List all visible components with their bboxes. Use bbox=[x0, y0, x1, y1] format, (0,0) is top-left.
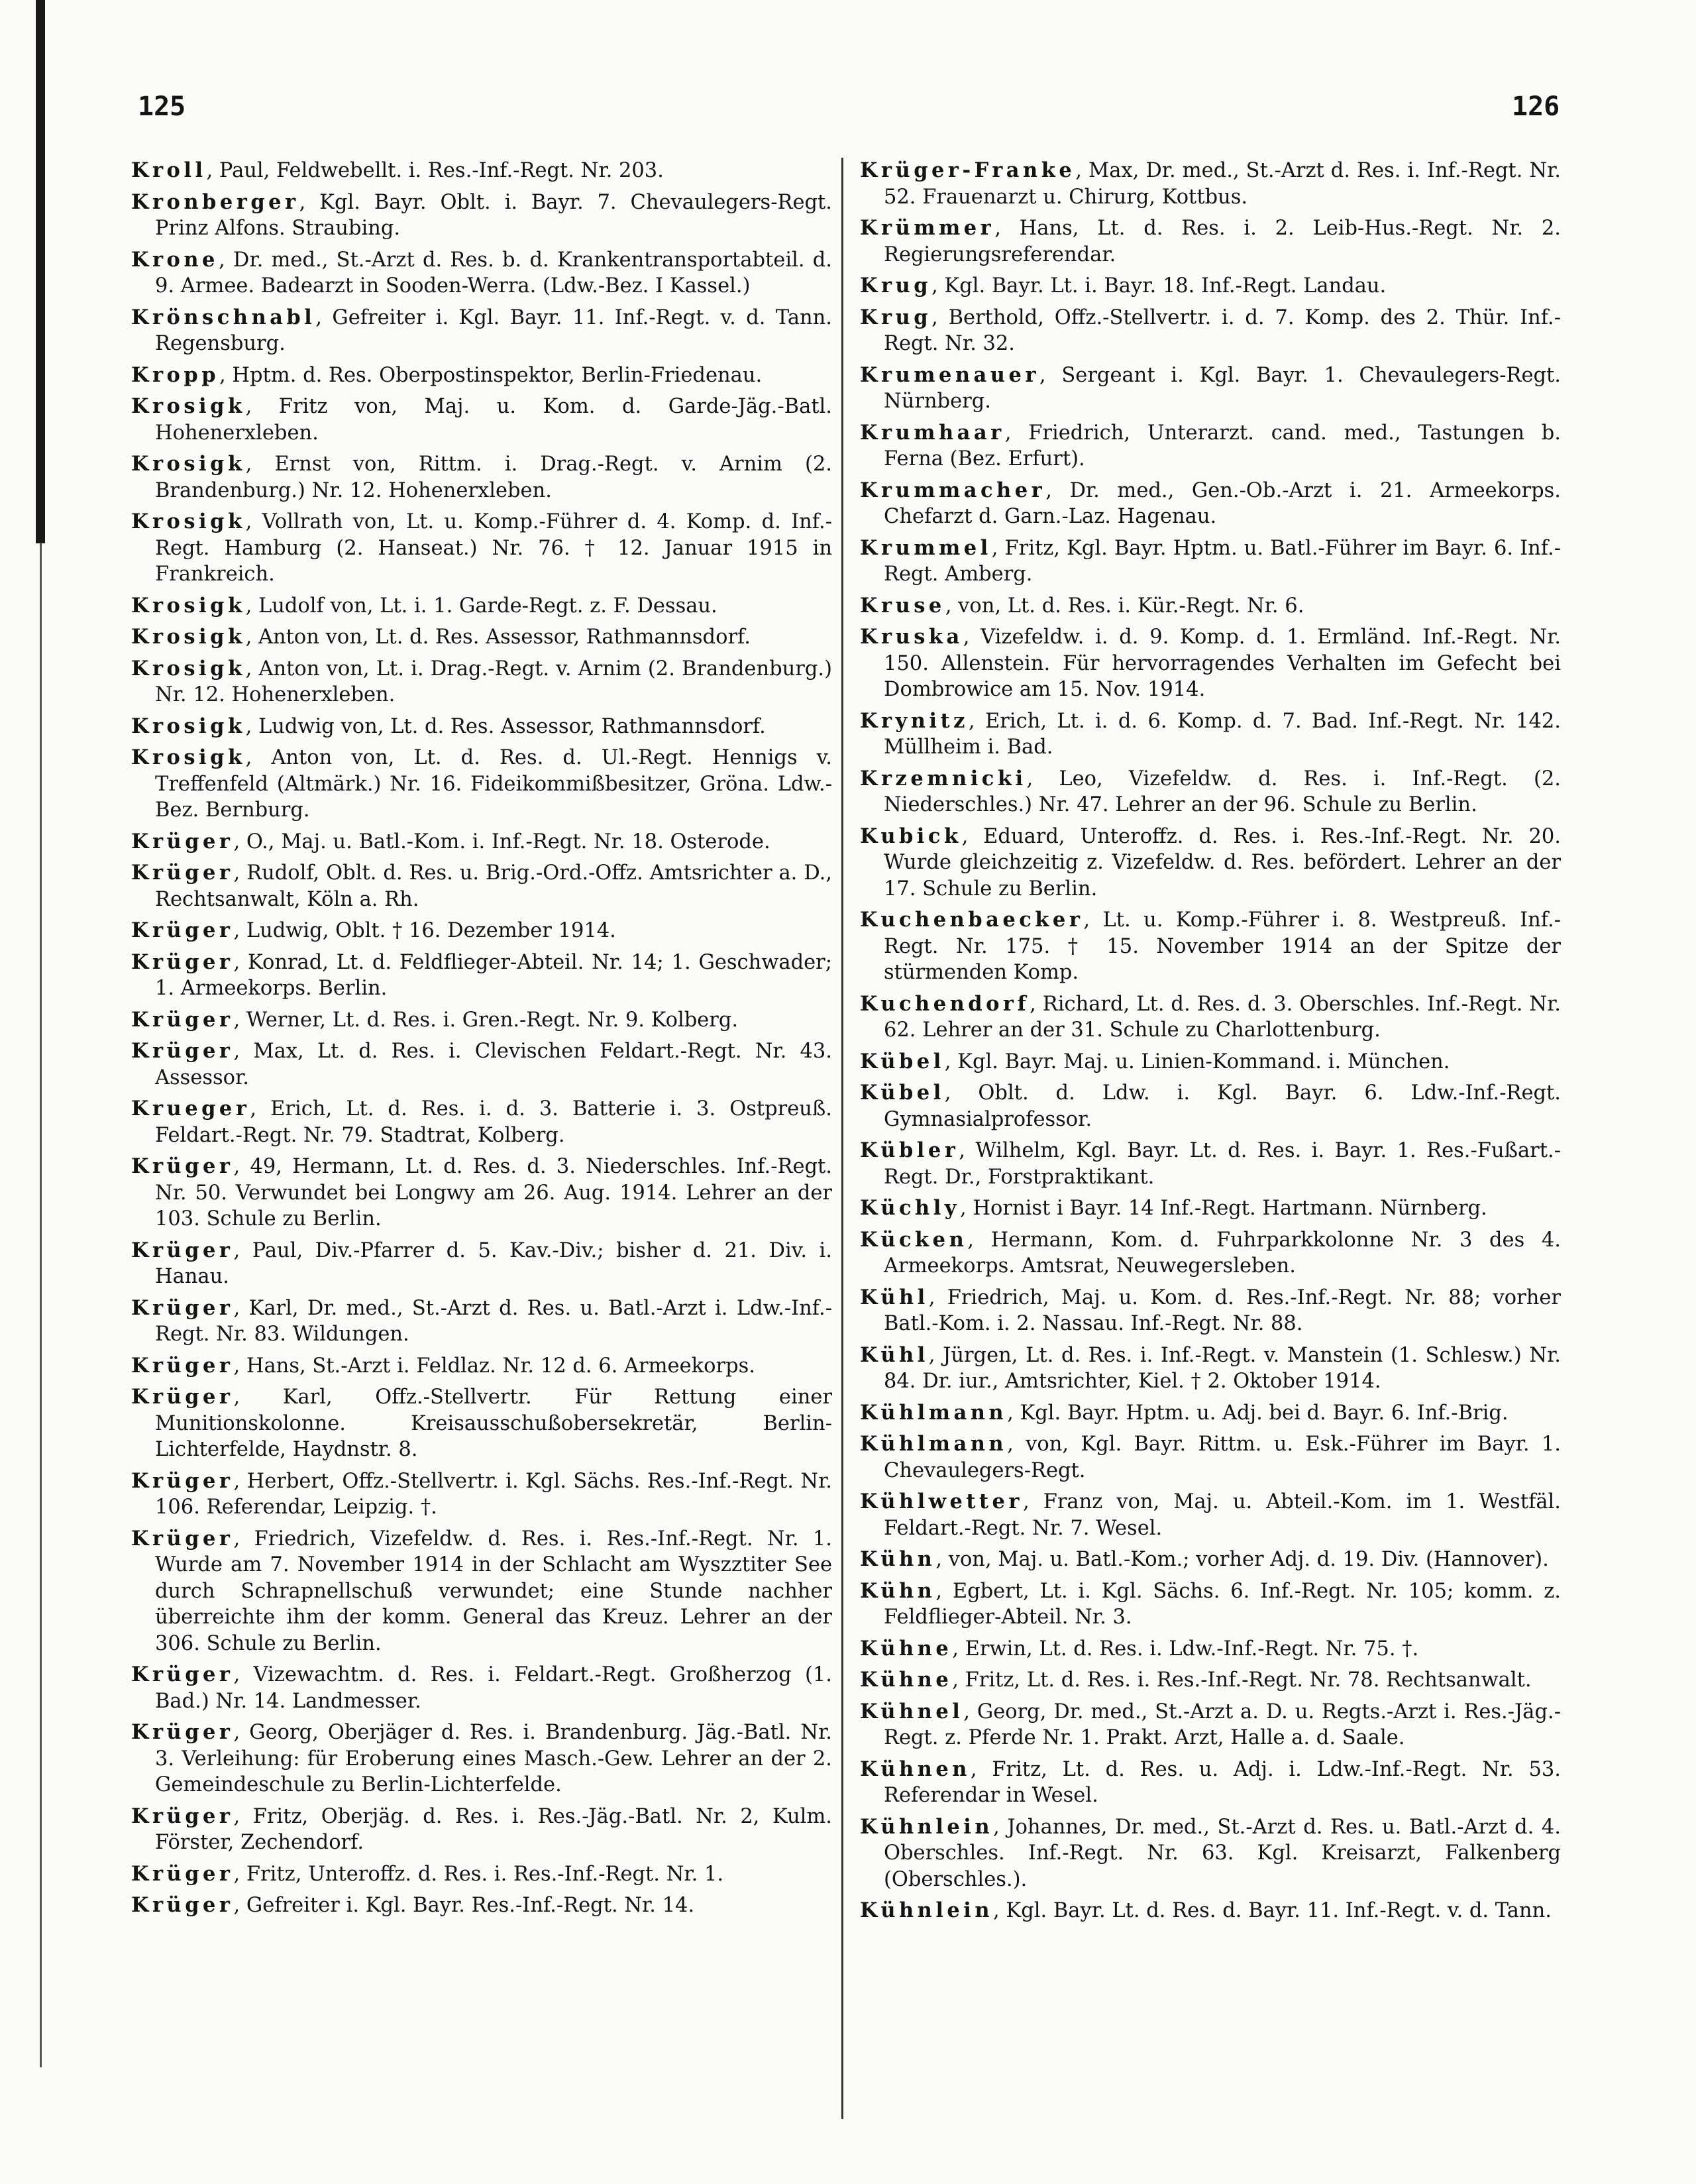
directory-entry bbox=[860, 1578, 1561, 1631]
entry-surname: Krug bbox=[860, 274, 932, 298]
directory-entry bbox=[131, 1238, 832, 1290]
entry-details: , Fritz, Oberjäg. d. Res. i. Res.-Jäg.-Batl. Nr. 2, Kulm. Förster, Zechendorf. bbox=[155, 1804, 832, 1854]
entry-details: , Ludolf von, Lt. i. 1. Garde-Regt. z. F. Dessau. bbox=[245, 594, 717, 618]
directory-entry bbox=[860, 1431, 1561, 1484]
directory-entry bbox=[860, 1285, 1561, 1337]
entry-details: , Hans, St.-Arzt i. Feldlaz. Nr. 12 d. 6. Armeekorps. bbox=[233, 1354, 755, 1378]
directory-entry bbox=[860, 1227, 1561, 1280]
directory-entry bbox=[131, 1720, 832, 1798]
right-column bbox=[860, 158, 1561, 2129]
directory-entry bbox=[860, 1342, 1561, 1395]
entry-surname: Krüger bbox=[131, 1861, 234, 1886]
entry-details: , Friedrich, Vizefeldw. d. Res. i. Res.-Inf.-Regt. Nr. 1. Wurde am 7. November 1914 in der Schlacht am Wyszztiter See durch Schrapnellschuß verwundet; eine Stunde nachher überreichte ihm der komm. General das Kreuz. Lehrer an der 306. Schule zu Berlin. bbox=[155, 1527, 832, 1655]
entry-details: , Egbert, Lt. i. Kgl. Sächs. 6. Inf.-Regt. Nr. 105; komm. z. Feldflieger-Abteil. Nr. 3. bbox=[884, 1579, 1561, 1629]
entry-details: , Fritz, Kgl. Bayr. Hptm. u. Batl.-Führer im Bayr. 6. Inf.-Regt. Amberg. bbox=[884, 536, 1561, 586]
entry-surname: Krüger bbox=[131, 1238, 234, 1262]
directory-entry bbox=[860, 1636, 1561, 1663]
entry-details: , Kgl. Bayr. Lt. d. Res. d. Bayr. 11. Inf.-Regt. v. d. Tann. bbox=[993, 1899, 1552, 1922]
entry-surname: Krönschnabl bbox=[131, 305, 316, 329]
directory-entry bbox=[860, 1757, 1561, 1809]
directory-entry bbox=[131, 509, 832, 588]
entry-details: , Vizefeldw. i. d. 9. Komp. d. 1. Ermländ. Inf.-Regt. Nr. 150. Allenstein. Für hervorragendes Verhalten im Gefecht bei Dombrowice am 15. Nov. 1914. bbox=[884, 626, 1561, 701]
entry-details: , Gefreiter i. Kgl. Bayr. Res.-Inf.-Regt. Nr. 14. bbox=[233, 1894, 695, 1917]
directory-entry bbox=[860, 907, 1561, 986]
directory-entry bbox=[860, 478, 1561, 530]
entry-surname: Kroll bbox=[131, 158, 207, 182]
entry-surname: Kuchendorf bbox=[860, 991, 1030, 1016]
directory-entry bbox=[131, 1526, 832, 1657]
directory-entry bbox=[860, 1489, 1561, 1541]
directory-entry bbox=[860, 1400, 1561, 1427]
directory-entry bbox=[860, 420, 1561, 472]
entry-surname: Kühnlein bbox=[860, 1898, 994, 1922]
entry-details: , Georg, Dr. med., St.-Arzt a. D. u. Regts.-Arzt i. Res.-Jäg.-Regt. z. Pferde Nr. 1. Prakt. Arzt, Halle a. d. Saale. bbox=[884, 1700, 1561, 1749]
entry-surname: Krummacher bbox=[860, 478, 1046, 502]
entry-surname: Krüger bbox=[131, 1720, 234, 1744]
entry-surname: Kronberger bbox=[131, 190, 299, 214]
entry-details: , Leo, Vizefeldw. d. Res. i. Inf.-Regt. (2. Niederschles.) Nr. 47. Lehrer an der 96. Schule zu Berlin. bbox=[884, 767, 1561, 816]
entry-details: , Fritz, Lt. d. Res. u. Adj. i. Ldw.-Inf.-Regt. Nr. 53. Referendar in Wesel. bbox=[884, 1757, 1561, 1807]
entry-details: , Ernst von, Rittm. i. Drag.-Regt. v. Arnim (2. Brandenburg.) Nr. 12. Hohenerxleben. bbox=[155, 453, 832, 502]
entry-details: , Ludwig, Oblt. † 16. Dezember 1914. bbox=[233, 919, 616, 942]
entry-surname: Kubick bbox=[860, 824, 962, 848]
entry-details: , Hermann, Kom. d. Fuhrparkkolonne Nr. 3 des 4. Armeekorps. Amtsrat, Neuwegersleben. bbox=[884, 1228, 1561, 1278]
entry-surname: Krosigk bbox=[131, 593, 246, 618]
directory-entry bbox=[860, 535, 1561, 588]
entry-details: , Fritz, Lt. d. Res. i. Res.-Inf.-Regt. Nr. 78. Rechtsanwalt. bbox=[952, 1668, 1532, 1692]
entry-surname: Krumhaar bbox=[860, 420, 1005, 445]
directory-entry bbox=[131, 158, 832, 184]
directory-entry bbox=[860, 824, 1561, 902]
entry-surname: Krüger bbox=[131, 1385, 234, 1409]
entry-surname: Kübel bbox=[860, 1081, 945, 1105]
entry-surname: Kruse bbox=[860, 593, 945, 618]
directory-entry bbox=[860, 1667, 1561, 1694]
entry-details: , Franz von, Maj. u. Abteil.-Kom. im 1. Westfäl. Feldart.-Regt. Nr. 7. Wesel. bbox=[884, 1490, 1561, 1540]
entry-details: , Gefreiter i. Kgl. Bayr. 11. Inf.-Regt. v. d. Tann. Regensburg. bbox=[155, 305, 832, 355]
entry-details: , Sergeant i. Kgl. Bayr. 1. Chevaulegers-Regt. Nürnberg. bbox=[884, 363, 1561, 413]
directory-entry bbox=[131, 190, 832, 242]
entry-surname: Kühn bbox=[860, 1547, 936, 1571]
directory-entry bbox=[860, 1049, 1561, 1075]
entry-details: , Georg, Oberjäger d. Res. i. Brandenburg. Jäg.-Batl. Nr. 3. Verleihung: für Eroberung eines Masch.-Gew. Lehrer an der 2. Gemeindeschule zu Berlin-Lichterfelde. bbox=[155, 1721, 832, 1796]
entry-details: , Karl, Offz.-Stellvertr. Für Rettung einer Munitionskolonne. Kreisausschußobersekretär, Berlin-Lichterfelde, Haydnstr. 8. bbox=[155, 1386, 832, 1461]
book-spine-line bbox=[40, 543, 42, 2067]
directory-entry bbox=[860, 1898, 1561, 1924]
left-page-number: 125 bbox=[138, 91, 186, 122]
entry-surname: Kühlmann bbox=[860, 1432, 1008, 1456]
entry-surname: Küchly bbox=[860, 1196, 961, 1220]
entry-details: , Dr. med., Gen.-Ob.-Arzt i. 21. Armeekorps. Chefarzt d. Garn.-Laz. Hagenau. bbox=[884, 478, 1561, 528]
directory-entry bbox=[131, 1892, 832, 1919]
entry-details: , Vizewachtm. d. Res. i. Feldart.-Regt. Großherzog (1. Bad.) Nr. 14. Landmesser. bbox=[155, 1663, 832, 1713]
entry-details: , Johannes, Dr. med., St.-Arzt d. Res. u. Batl.-Arzt d. 4. Oberschles. Inf.-Regt. Nr. 63. Kgl. Kreisarzt, Falkenberg (Oberschles.). bbox=[884, 1815, 1561, 1891]
entry-details: , Werner, Lt. d. Res. i. Gren.-Regt. Nr. 9. Kolberg. bbox=[233, 1008, 739, 1032]
entry-details: , Rudolf, Oblt. d. Res. u. Brig.-Ord.-Offz. Amtsrichter a. D., Rechtsanwalt, Köln a. Rh. bbox=[155, 861, 832, 911]
entry-surname: Krüger bbox=[131, 1295, 234, 1320]
entry-surname: Krüger bbox=[131, 1804, 234, 1828]
directory-entry bbox=[860, 1814, 1561, 1893]
entry-details: , Hptm. d. Res. Oberpostinspektor, Berlin-Friedenau. bbox=[219, 363, 763, 387]
entry-details: , Anton von, Lt. d. Res. Assessor, Rathmannsdorf. bbox=[245, 626, 751, 649]
entry-surname: Krüger bbox=[131, 918, 234, 942]
directory-entry bbox=[860, 158, 1561, 210]
entry-surname: Kühlmann bbox=[860, 1400, 1008, 1425]
entry-surname: Kübel bbox=[860, 1049, 945, 1073]
directory-entry bbox=[860, 708, 1561, 761]
entry-details: , Paul, Div.-Pfarrer d. 5. Kav.-Div.; bisher d. 21. Div. i. Hanau. bbox=[155, 1238, 832, 1288]
entry-details: , Fritz von, Maj. u. Kom. d. Garde-Jäg.-Batl. Hohenerxleben. bbox=[155, 395, 832, 445]
book-spine-shadow bbox=[36, 0, 45, 543]
entry-surname: Krüger bbox=[131, 1526, 234, 1551]
directory-entry bbox=[131, 305, 832, 357]
entry-surname: Krzemnicki bbox=[860, 766, 1027, 791]
entry-surname: Krüger bbox=[131, 1353, 234, 1378]
directory-entry bbox=[131, 714, 832, 740]
entry-surname: Krosigk bbox=[131, 510, 246, 533]
entry-details: , Kgl. Bayr. Hptm. u. Adj. bei d. Bayr. 6. Inf.-Brig. bbox=[1007, 1401, 1509, 1425]
entry-surname: Kühne bbox=[860, 1668, 953, 1692]
entry-details: , Richard, Lt. d. Res. d. 3. Oberschles. Inf.-Regt. Nr. 62. Lehrer an der 31. Schule zu Charlottenburg. bbox=[884, 992, 1561, 1042]
entry-surname: Kruska bbox=[860, 625, 963, 649]
entry-surname: Krüger bbox=[131, 1893, 234, 1917]
entry-surname: Krummel bbox=[860, 535, 992, 560]
entry-details: , Erich, Lt. d. Res. i. d. 3. Batterie i. 3. Ostpreuß. Feldart.-Regt. Nr. 79. Stadtrat, Kolberg. bbox=[155, 1097, 832, 1147]
directory-entry bbox=[131, 860, 832, 912]
directory-entry bbox=[131, 1662, 832, 1714]
entry-details: , Kgl. Bayr. Maj. u. Linien-Kommand. i. München. bbox=[944, 1050, 1450, 1073]
entry-details: , Max, Lt. d. Res. i. Clevischen Feldart.-Regt. Nr. 43. Assessor. bbox=[155, 1040, 832, 1089]
entry-surname: Krüger bbox=[131, 861, 234, 885]
directory-entry bbox=[131, 829, 832, 855]
entry-surname: Kühlwetter bbox=[860, 1490, 1023, 1513]
entry-details: , Oblt. d. Ldw. i. Kgl. Bayr. 6. Ldw.-Inf.-Regt. Gymnasialprofessor. bbox=[884, 1081, 1561, 1131]
entry-surname: Kuchenbaecker bbox=[860, 908, 1084, 932]
entry-surname: Kühnlein bbox=[860, 1814, 994, 1839]
directory-entry bbox=[131, 362, 832, 389]
directory-entry bbox=[860, 766, 1561, 818]
entry-surname: Krone bbox=[131, 247, 219, 272]
entry-details: , Jürgen, Lt. d. Res. i. Inf.-Regt. v. Manstein (1. Schlesw.) Nr. 84. Dr. iur., Amtsrichter, Kiel. † 2. Oktober 1914. bbox=[884, 1343, 1561, 1393]
entry-surname: Krosigk bbox=[131, 714, 246, 738]
entry-surname: Krosigk bbox=[131, 394, 246, 418]
directory-entry bbox=[860, 624, 1561, 703]
entry-details: , Friedrich, Maj. u. Kom. d. Res.-Inf.-Regt. Nr. 88; vorher Batl.-Kom. i. 2. Nassau. Inf.-Regt. Nr. 88. bbox=[884, 1285, 1561, 1335]
directory-entry bbox=[131, 451, 832, 504]
entry-details: , Paul, Feldwebellt. i. Res.-Inf.-Regt. Nr. 203. bbox=[206, 159, 664, 182]
directory-entry bbox=[131, 1468, 832, 1521]
directory-entry bbox=[860, 1080, 1561, 1132]
entry-details: , Kgl. Bayr. Lt. i. Bayr. 18. Inf.-Regt. Landau. bbox=[931, 274, 1387, 298]
entry-surname: Kühnel bbox=[860, 1699, 964, 1723]
entry-surname: Krüger bbox=[131, 1468, 234, 1493]
entry-details: , Karl, Dr. med., St.-Arzt d. Res. u. Batl.-Arzt i. Ldw.-Inf.-Regt. Nr. 83. Wildungen. bbox=[155, 1296, 832, 1346]
entry-details: , Erwin, Lt. d. Res. i. Ldw.-Inf.-Regt. Nr. 75. †. bbox=[952, 1637, 1419, 1661]
entry-details: , Kgl. Bayr. Oblt. i. Bayr. 7. Chevaulegers-Regt. Prinz Alfons. Straubing. bbox=[155, 190, 832, 240]
directory-entry bbox=[860, 991, 1561, 1044]
entry-details: , Fritz, Unteroffz. d. Res. i. Res.-Inf.-Regt. Nr. 1. bbox=[233, 1862, 724, 1886]
left-column bbox=[131, 158, 832, 2129]
entry-details: , Hornist i Bayr. 14 Inf.-Regt. Hartmann. Nürnberg. bbox=[960, 1197, 1487, 1220]
entry-surname: Krümmer bbox=[860, 216, 995, 240]
directory-entry bbox=[131, 1804, 832, 1856]
directory-entry bbox=[860, 1699, 1561, 1751]
entry-surname: Kühl bbox=[860, 1285, 929, 1309]
entry-details: , Anton von, Lt. d. Res. d. Ul.-Regt. Hennigs v. Treffenfeld (Altmärk.) Nr. 16. Fideikommißbesitzer, Gröna. Ldw.-Bez. Bernburg. bbox=[155, 746, 832, 822]
directory-entry bbox=[860, 593, 1561, 620]
entry-surname: Krüger-Franke bbox=[860, 158, 1076, 182]
entry-surname: Kropp bbox=[131, 362, 220, 387]
entry-details: , Berthold, Offz.-Stellvertr. i. d. 7. Komp. des 2. Thür. Inf.-Regt. Nr. 32. bbox=[884, 305, 1561, 355]
entry-details: , Dr. med., St.-Arzt d. Res. b. d. Krankentransportabteil. d. 9. Armee. Badearzt in Sooden-Werra. (Ldw.-Bez. I Kassel.) bbox=[155, 248, 832, 298]
directory-entry bbox=[131, 950, 832, 1002]
directory-entry bbox=[131, 1007, 832, 1034]
directory-entry bbox=[131, 1295, 832, 1348]
entry-details: , Hans, Lt. d. Res. i. 2. Leib-Hus.-Regt. Nr. 2. Regierungsreferendar. bbox=[884, 217, 1561, 266]
entry-details: , Anton von, Lt. i. Drag.-Regt. v. Arnim (2. Brandenburg.) Nr. 12. Hohenerxleben. bbox=[155, 657, 832, 706]
entry-details: , O., Maj. u. Batl.-Kom. i. Inf.-Regt. Nr. 18. Osterode. bbox=[233, 830, 770, 853]
entry-surname: Krosigk bbox=[131, 452, 246, 476]
directory-entry bbox=[131, 1038, 832, 1091]
entry-surname: Krosigk bbox=[131, 625, 246, 649]
entry-details: , Konrad, Lt. d. Feldflieger-Abteil. Nr. 14; 1. Geschwader; 1. Armeekorps. Berlin. bbox=[155, 950, 832, 1000]
entry-surname: Kühne bbox=[860, 1636, 953, 1661]
directory-entry bbox=[131, 1096, 832, 1148]
directory-entry bbox=[131, 1353, 832, 1380]
directory-entry bbox=[131, 656, 832, 708]
entry-surname: Krueger bbox=[131, 1097, 250, 1120]
entry-details: , Herbert, Offz.-Stellvertr. i. Kgl. Sächs. Res.-Inf.-Regt. Nr. 106. Referendar, Leipzig. †. bbox=[155, 1469, 832, 1519]
entry-details: , Wilhelm, Kgl. Bayr. Lt. d. Res. i. Bayr. 1. Res.-Fußart.-Regt. Dr., Forstpraktikant. bbox=[884, 1139, 1561, 1189]
entry-surname: Krumenauer bbox=[860, 362, 1039, 387]
directory-entry bbox=[131, 745, 832, 824]
directory-entry bbox=[860, 1138, 1561, 1190]
entry-details: , von, Maj. u. Batl.-Kom.; vorher Adj. d. 19. Div. (Hannover). bbox=[935, 1548, 1549, 1571]
directory-entry bbox=[860, 273, 1561, 300]
directory-entry bbox=[131, 247, 832, 300]
directory-entry bbox=[860, 1547, 1561, 1573]
directory-entry bbox=[860, 305, 1561, 357]
entry-surname: Kücken bbox=[860, 1227, 968, 1252]
entry-details: , Max, Dr. med., St.-Arzt d. Res. i. Inf.-Regt. Nr. 52. Frauenarzt u. Chirurg, Kottbus. bbox=[884, 159, 1561, 209]
entry-surname: Kühl bbox=[860, 1342, 929, 1367]
entry-surname: Krüger bbox=[131, 1007, 234, 1032]
entry-details: , Eduard, Unteroffz. d. Res. i. Res.-Inf.-Regt. Nr. 20. Wurde gleichzeitig z. Vizefeldw. d. Res. befördert. Lehrer an der 17. Schule zu Berlin. bbox=[884, 824, 1561, 901]
right-page-number: 126 bbox=[1512, 91, 1560, 122]
directory-entry bbox=[131, 918, 832, 944]
entry-details: , Friedrich, Unterarzt. cand. med., Tastungen b. Ferna (Bez. Erfurt). bbox=[884, 421, 1561, 470]
directory-entry bbox=[131, 1154, 832, 1232]
directory-entry bbox=[131, 1384, 832, 1463]
directory-entry bbox=[131, 394, 832, 446]
directory-entry bbox=[860, 362, 1561, 415]
entry-surname: Krosigk bbox=[131, 656, 246, 681]
entry-details: , Erich, Lt. i. d. 6. Komp. d. 7. Bad. Inf.-Regt. Nr. 142. Müllheim i. Bad. bbox=[884, 709, 1561, 759]
entry-surname: Kübler bbox=[860, 1138, 959, 1162]
directory-entry bbox=[860, 1195, 1561, 1222]
directory-entry bbox=[131, 1861, 832, 1888]
column-divider bbox=[841, 158, 843, 2119]
entry-details: , 49, Hermann, Lt. d. Res. d. 3. Niederschles. Inf.-Regt. Nr. 50. Verwundet bei Longwy am 26. Aug. 1914. Lehrer an der 103. Schule zu Berlin. bbox=[155, 1155, 832, 1230]
directory-entry bbox=[131, 593, 832, 620]
entry-details: , von, Lt. d. Res. i. Kür.-Regt. Nr. 6. bbox=[945, 594, 1304, 618]
entry-surname: Krüger bbox=[131, 950, 234, 974]
entry-surname: Krüger bbox=[131, 829, 234, 853]
entry-surname: Krynitz bbox=[860, 708, 969, 733]
entry-surname: Krüger bbox=[131, 1154, 234, 1178]
entry-surname: Krug bbox=[860, 305, 932, 329]
entry-surname: Krosigk bbox=[131, 745, 246, 769]
entry-details: , von, Kgl. Bayr. Rittm. u. Esk.-Führer im Bayr. 1. Chevaulegers-Regt. bbox=[884, 1433, 1561, 1482]
entry-details: , Vollrath von, Lt. u. Komp.-Führer d. 4. Komp. d. Inf.-Regt. Hamburg (2. Hanseat.) Nr. 76. † 12. Januar 1915 in Frankreich. bbox=[155, 510, 832, 586]
directory-entry bbox=[131, 624, 832, 651]
entry-surname: Kühn bbox=[860, 1578, 936, 1603]
entry-surname: Kühnen bbox=[860, 1757, 971, 1781]
entry-details: , Ludwig von, Lt. d. Res. Assessor, Rathmannsdorf. bbox=[245, 714, 766, 738]
entry-surname: Krüger bbox=[131, 1663, 234, 1686]
directory-entry bbox=[860, 215, 1561, 268]
entry-surname: Krüger bbox=[131, 1039, 234, 1063]
entry-details: , Lt. u. Komp.-Führer i. 8. Westpreuß. Inf.-Regt. Nr. 175. † 15. November 1914 an der Spitze der stürmenden Komp. bbox=[884, 908, 1561, 984]
